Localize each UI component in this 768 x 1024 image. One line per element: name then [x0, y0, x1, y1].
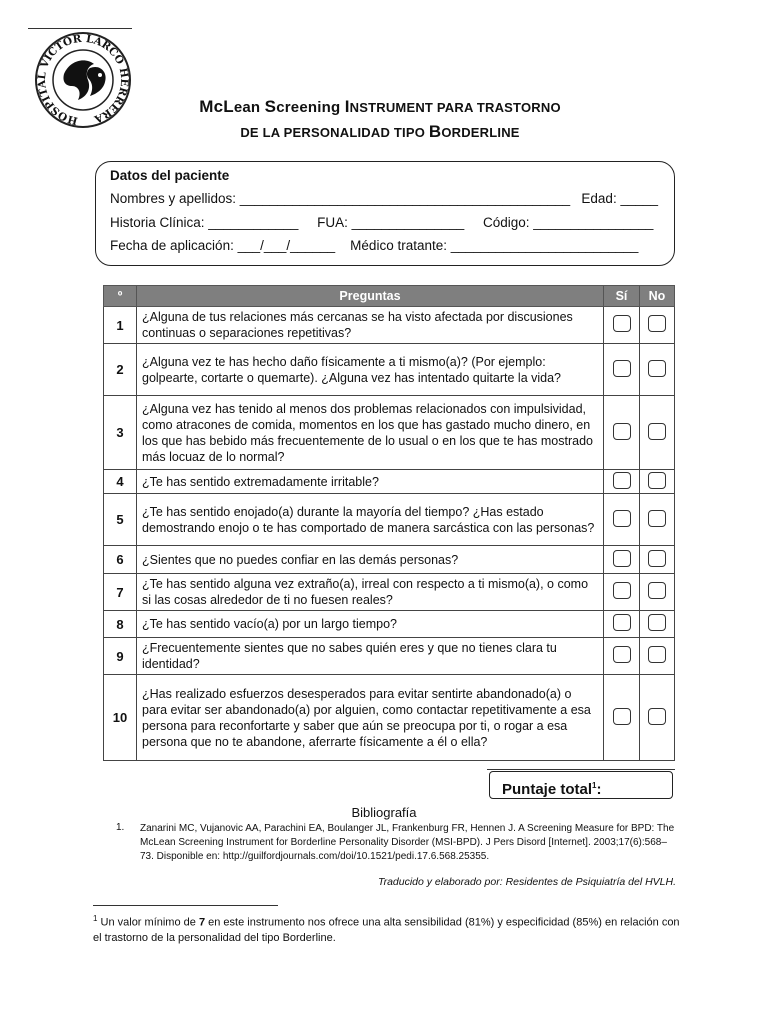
header-questions: Preguntas	[137, 286, 604, 307]
header-number: º	[104, 286, 137, 307]
header-yes: Sí	[604, 286, 640, 307]
no-cell	[640, 470, 675, 494]
no-checkbox[interactable]	[648, 315, 666, 332]
no-cell	[640, 574, 675, 611]
yes-cell	[604, 611, 640, 638]
question-text: ¿Has realizado esfuerzos desesperados para evitar sentirte abandonado(a) o para evitar ser abandonado(a) por alguien, como contactar repetitivamente a esa persona para reconfortarte y saber que aún se preocupa por ti, o rogar a esa persona que no te abandone, aferrarte físicamente a él o ella?	[137, 675, 604, 761]
table-row	[104, 470, 675, 494]
top-rule	[28, 28, 132, 29]
question-text: ¿Te has sentido enojado(a) durante la mayoría del tiempo? ¿Has estado demostrando enojo o te has comportado de manera sarcástica con las personas?	[137, 494, 604, 546]
no-cell	[640, 546, 675, 574]
reference-text: Zanarini MC, Vujanovic AA, Parachini EA, Boulanger JL, Frankenburg FR, Hennen J. A Screening Measure for BPD: The McLean Screening Instrument for Borderline Personality Disorder (MSI-BPD). J Pers Disord [Internet]. 2003;17(6):568–73. Disponible en: http://guilfordjournals.com/doi/10.1521/pedi.17.6.568.25355.	[140, 823, 675, 862]
table-row	[104, 307, 675, 344]
question-text: ¿Sientes que no puedes confiar en las demás personas?	[137, 546, 604, 574]
no-cell	[640, 344, 675, 396]
question-number: 3	[104, 396, 137, 470]
yes-checkbox[interactable]	[613, 423, 631, 440]
patient-name-age-field[interactable]: Nombres y apellidos: ____________________________________________ Edad: _____	[110, 191, 658, 206]
no-checkbox[interactable]	[648, 708, 666, 725]
yes-cell	[604, 675, 640, 761]
table-row	[104, 611, 675, 638]
yes-cell	[604, 494, 640, 546]
bibliography-heading: Bibliografía	[351, 805, 417, 820]
no-cell	[640, 307, 675, 344]
yes-cell	[604, 396, 640, 470]
total-score-box[interactable]: Puntaje total$^1$:	[489, 771, 673, 799]
no-cell	[640, 396, 675, 470]
translation-credit: Traducido y elaborado por: Residentes de Psiquiatría del HVLH.	[377, 876, 676, 888]
footnote-mark: 1	[93, 914, 98, 923]
table-row	[104, 675, 675, 761]
no-checkbox[interactable]	[648, 550, 666, 567]
reference-number: 1.	[116, 822, 125, 833]
question-text: ¿Frecuentemente sientes que no sabes quién eres y que no tienes clara tu identidad?	[137, 638, 604, 675]
question-text: ¿Alguna vez has tenido al menos dos problemas relacionados con impulsividad, como atracones de comida, momentos en los que has gastado mucho dinero, en los que has bebido más frecuentemente de lo usual o en los que te has mostrado más locuaz de lo normal?	[137, 396, 604, 470]
table-row	[104, 546, 675, 574]
question-number: 1	[104, 307, 137, 344]
no-cell	[640, 675, 675, 761]
total-score-label: Puntaje total	[502, 781, 593, 798]
table-row	[104, 396, 675, 470]
question-number: 5	[104, 494, 137, 546]
yes-checkbox[interactable]	[613, 315, 631, 332]
patient-data-heading: Datos del paciente	[110, 168, 230, 183]
document-title-line2: DE LA PERSONALIDAD TIPO BORDERLINE	[240, 122, 520, 141]
table-row	[104, 638, 675, 675]
no-checkbox[interactable]	[648, 582, 666, 599]
table-row	[104, 344, 675, 396]
question-text: ¿Te has sentido vacío(a) por un largo tiempo?	[137, 611, 604, 638]
screening-questions-table	[103, 285, 675, 761]
question-text: ¿Alguna vez te has hecho daño físicamente a ti mismo(a)? (Por ejemplo: golpearte, cortarte o quemarte). ¿Alguna vez has intentado quitarte la vida?	[137, 344, 604, 396]
yes-checkbox[interactable]	[613, 582, 631, 599]
yes-cell	[604, 638, 640, 675]
total-score-footnote-mark: 1	[592, 781, 597, 790]
no-checkbox[interactable]	[648, 646, 666, 663]
footnote-rule	[93, 905, 278, 906]
no-checkbox[interactable]	[648, 472, 666, 489]
no-cell	[640, 494, 675, 546]
no-checkbox[interactable]	[648, 423, 666, 440]
question-text: ¿Te has sentido extremadamente irritable?	[137, 470, 604, 494]
footnote: $^1$ Un valor mínimo de 7 en este instrumento nos ofrece una alta sensibilidad (81%) y especificidad (85%) en relación con el trastorno de la personalidad del tipo Borderline.	[93, 914, 680, 944]
yes-checkbox[interactable]	[613, 550, 631, 567]
seal-ring-text: HOSPITAL VICTOR LARCO HERRERA	[35, 32, 131, 127]
no-checkbox[interactable]	[648, 360, 666, 377]
table-row	[104, 574, 675, 611]
question-number: 8	[104, 611, 137, 638]
table-row	[104, 494, 675, 546]
no-cell	[640, 638, 675, 675]
score-rule	[487, 769, 675, 770]
question-number: 7	[104, 574, 137, 611]
yes-checkbox[interactable]	[613, 360, 631, 377]
question-number: 4	[104, 470, 137, 494]
question-number: 6	[104, 546, 137, 574]
yes-checkbox[interactable]	[613, 708, 631, 725]
table-header-row	[104, 286, 675, 307]
no-checkbox[interactable]	[648, 510, 666, 527]
question-text: ¿Alguna de tus relaciones más cercanas se ha visto afectada por discusiones continuas o separaciones repetitivas?	[137, 307, 604, 344]
yes-checkbox[interactable]	[613, 614, 631, 631]
yes-cell	[604, 307, 640, 344]
yes-checkbox[interactable]	[613, 646, 631, 663]
patient-date-doctor-field[interactable]: Fecha de aplicación: ___/___/______ Médico tratante: _________________________	[110, 238, 639, 253]
yes-checkbox[interactable]	[613, 472, 631, 489]
patient-data-box	[95, 161, 675, 266]
question-number: 10	[104, 675, 137, 761]
yes-cell	[604, 546, 640, 574]
header-no: No	[640, 286, 675, 307]
yes-checkbox[interactable]	[613, 510, 631, 527]
question-number: 9	[104, 638, 137, 675]
question-number: 2	[104, 344, 137, 396]
yes-cell	[604, 470, 640, 494]
no-cell	[640, 611, 675, 638]
no-checkbox[interactable]	[648, 614, 666, 631]
yes-cell	[604, 574, 640, 611]
document-title-line1: McLean Screening INSTRUMENT PARA TRASTORNO	[199, 97, 561, 116]
patient-history-fua-code-field[interactable]: Historia Clínica: ____________ FUA: _______________ Código: ________________	[110, 215, 654, 230]
yes-cell	[604, 344, 640, 396]
question-text: ¿Te has sentido alguna vez extraño(a), irreal con respecto a ti mismo(a), o como si las cosas alrededor de ti no fuesen reales?	[137, 574, 604, 611]
